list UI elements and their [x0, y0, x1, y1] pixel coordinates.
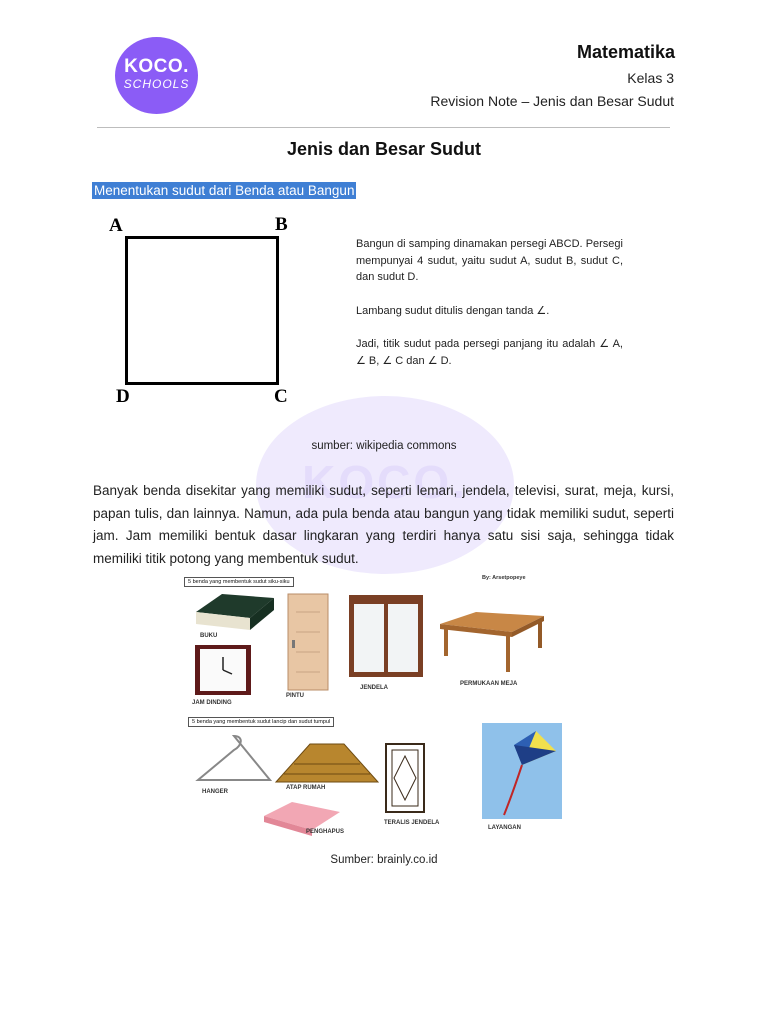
description-p2: Lambang sudut ditulis dengan tanda ∠. — [356, 304, 550, 317]
watermark-text: KOCO. — [302, 456, 468, 508]
subject-title: Matematika — [576, 42, 675, 62]
class-label: Kelas 3 — [627, 70, 674, 86]
window-image — [348, 594, 424, 678]
kite-image — [482, 723, 562, 819]
caption-brainly: Sumber: brainly.co.id — [330, 854, 438, 866]
square-abcd — [125, 236, 279, 385]
label-atap-rumah: ATAP RUMAH — [286, 785, 326, 791]
vertex-label-d: D — [116, 386, 130, 407]
roof-image — [274, 738, 380, 788]
koco-logo — [115, 37, 198, 114]
table-image — [438, 610, 546, 678]
collage-byline: By: Arsetpopeye — [482, 575, 526, 581]
label-buku: BUKU — [200, 633, 218, 639]
body-paragraph: Banyak benda disekitar yang memiliki sudut, seperti lemari, jendela, televisi, surat, meja, kursi, papan tulis, dan lainnya. Namun, ada pula benda atau bangun yang tidak memiliki sudut, seperti jam. Jam memiliki bentuk dasar lingkaran yang terdiri hanya satu sisi saja, sehingga tidak memiliki titik potong yang membentuk sudut. — [93, 483, 674, 566]
label-jendela: JENDELA — [360, 685, 389, 691]
logo-text: KOCO. — [124, 56, 189, 77]
vertex-label-b: B — [275, 214, 288, 235]
header-divider — [97, 127, 670, 128]
logo-subtext: SCHOOLS — [123, 77, 190, 91]
vertex-label-c: C — [274, 386, 288, 407]
hanger-image — [194, 732, 274, 788]
label-jam-dinding: JAM DINDING — [192, 700, 232, 706]
label-hanger: HANGER — [202, 789, 229, 795]
label-teralis-jendela: TERALIS JENDELA — [384, 820, 440, 826]
door-image — [286, 592, 330, 692]
vertex-label-a: A — [109, 215, 123, 236]
page-title: Jenis dan Besar Sudut — [286, 139, 482, 159]
section-heading: Menentukan sudut dari Benda atau Bangun — [94, 183, 355, 198]
book-image — [192, 590, 276, 634]
collage-label-right-angle: 5 benda yang membentuk sudut siku-siku — [184, 577, 294, 587]
wall-clock-image — [194, 644, 252, 696]
square-description — [356, 236, 623, 386]
description-p3: Jadi, titik sudut pada persegi panjang itu adalah ∠ A, ∠ B, ∠ C dan ∠ D. — [356, 338, 623, 367]
label-permukaan-meja: PERMUKAAN MEJA — [460, 681, 518, 687]
revision-note-label: Revision Note – Jenis dan Besar Sudut — [430, 93, 674, 109]
window-grille-image — [384, 742, 426, 814]
caption-wikipedia: sumber: wikipedia commons — [311, 440, 457, 452]
label-pintu: PINTU — [286, 693, 304, 699]
collage-label-acute-obtuse: 5 benda yang membentuk sudut lancip dan sudut tumpul — [188, 717, 334, 727]
label-layangan: LAYANGAN — [488, 825, 521, 831]
label-penghapus: PENGHAPUS — [306, 829, 345, 835]
description-p1: Bangun di samping dinamakan persegi ABCD. Persegi mempunyai 4 sudut, yaitu sudut A, sudut B, sudut C, dan sudut D. — [356, 238, 623, 283]
objects-collage — [180, 574, 572, 842]
